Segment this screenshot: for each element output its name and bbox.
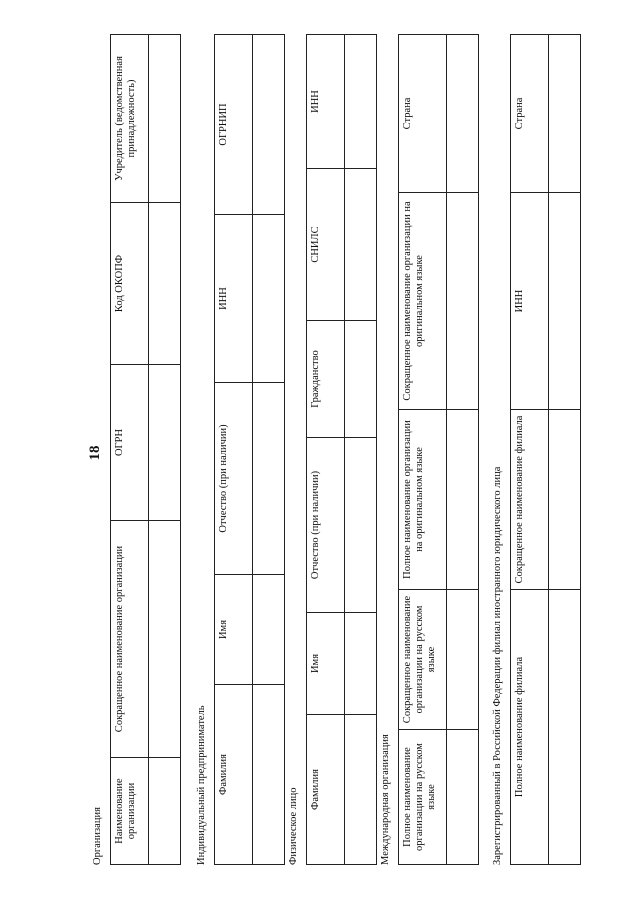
caption-international: Международная организация [380, 734, 391, 865]
table-header-row [215, 35, 253, 865]
col-header: Гражданство [307, 321, 345, 438]
caption-individual: Физическое лицо [288, 787, 299, 865]
col-header: ИНН [307, 35, 345, 169]
table-empty-row [149, 35, 181, 865]
empty-cell[interactable] [345, 169, 377, 321]
empty-cell[interactable] [253, 685, 285, 865]
empty-cell[interactable] [447, 35, 479, 193]
empty-cell[interactable] [149, 521, 181, 758]
col-header: Страна [511, 35, 549, 193]
col-header: Полное наименование организации на русском языке [399, 730, 447, 865]
table-header-row [511, 35, 549, 865]
empty-cell[interactable] [253, 575, 285, 685]
empty-cell[interactable] [447, 730, 479, 865]
empty-cell[interactable] [253, 215, 285, 383]
col-header: Полное наименование организации на оригинальном языке [399, 410, 447, 590]
col-header: ОГРН [111, 365, 149, 521]
col-header: ИНН [511, 193, 549, 410]
empty-cell[interactable] [345, 715, 377, 865]
col-header: Страна [399, 35, 447, 193]
caption-branch: Зарегистрированный в Российской Федерации филиал иностранного юридического лица [492, 466, 503, 865]
col-header: Сокращенное наименование организации на оригинальном языке [399, 193, 447, 410]
empty-cell[interactable] [345, 438, 377, 613]
table-individual [306, 34, 377, 865]
page-number: 18 [87, 445, 103, 461]
empty-cell[interactable] [149, 203, 181, 365]
empty-cell[interactable] [345, 35, 377, 169]
table-international [398, 34, 479, 865]
col-header: Сокращенное наименование организации [111, 521, 149, 758]
col-header: Отчество (при наличии) [307, 438, 345, 613]
col-header: Имя [307, 613, 345, 715]
table-organization [110, 34, 181, 865]
col-header: Код ОКОПФ [111, 203, 149, 365]
empty-cell[interactable] [447, 193, 479, 410]
table-empty-row [549, 35, 581, 865]
col-header: Отчество (при наличии) [215, 383, 253, 575]
empty-cell[interactable] [149, 35, 181, 203]
table-entrepreneur [214, 34, 285, 865]
caption-entrepreneur: Индивидуальный предприниматель [196, 705, 207, 865]
empty-cell[interactable] [149, 758, 181, 865]
empty-cell[interactable] [253, 383, 285, 575]
table-header-row [399, 35, 447, 865]
table-header-row [307, 35, 345, 865]
table-branch [510, 34, 581, 865]
empty-cell[interactable] [549, 193, 581, 410]
col-header: Наименование организации [111, 758, 149, 865]
col-header: Сокращенное наименование организации на русском языке [399, 590, 447, 730]
caption-organization: Организация [92, 807, 103, 865]
col-header: Имя [215, 575, 253, 685]
empty-cell[interactable] [447, 590, 479, 730]
empty-cell[interactable] [253, 35, 285, 215]
empty-cell[interactable] [549, 35, 581, 193]
table-header-row [111, 35, 149, 865]
table-empty-row [447, 35, 479, 865]
empty-cell[interactable] [447, 410, 479, 590]
col-header: Фамилия [215, 685, 253, 865]
empty-cell[interactable] [149, 365, 181, 521]
empty-cell[interactable] [345, 321, 377, 438]
col-header: Сокращенное наименование филиала [511, 410, 549, 590]
table-empty-row [253, 35, 285, 865]
col-header: ИНН [215, 215, 253, 383]
col-header: Учредитель (ведомственная принадлежность) [111, 35, 149, 203]
empty-cell[interactable] [549, 410, 581, 590]
col-header: ОГРНИП [215, 35, 253, 215]
empty-cell[interactable] [549, 590, 581, 865]
col-header: СНИЛС [307, 169, 345, 321]
empty-cell[interactable] [345, 613, 377, 715]
col-header: Полное наименование филиала [511, 590, 549, 865]
col-header: Фамилия [307, 715, 345, 865]
table-empty-row [345, 35, 377, 865]
